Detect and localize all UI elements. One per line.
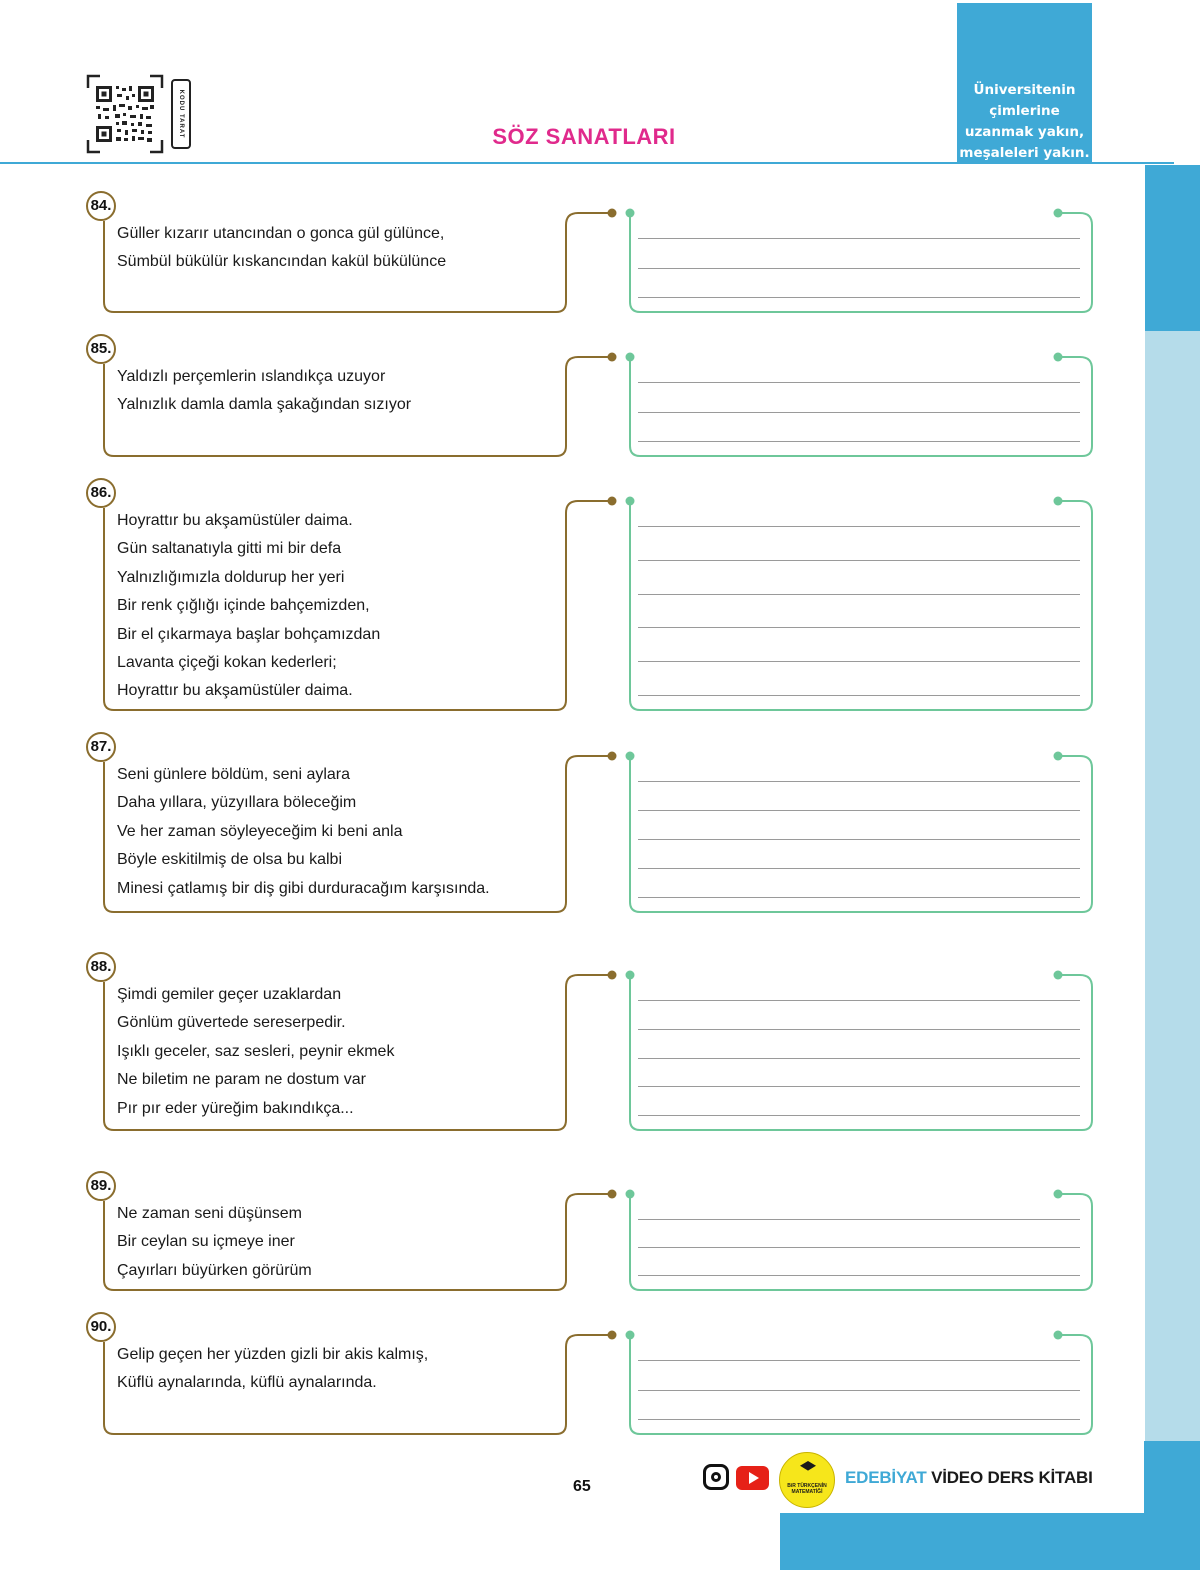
poem-line: Yalnızlık damla damla şakağından sızıyor bbox=[117, 396, 412, 414]
poem-line: Gün saltanatıyla gitti mi bir defa bbox=[117, 540, 342, 558]
answer-dot bbox=[1054, 209, 1063, 218]
poem-line: Küflü aynalarında, küflü aynalarında. bbox=[117, 1374, 377, 1392]
bracket-dot bbox=[608, 752, 617, 761]
answer-dot bbox=[1054, 971, 1063, 980]
question-number: 90. bbox=[86, 1312, 116, 1342]
instagram-icon[interactable] bbox=[703, 1464, 729, 1490]
poem-line: Ve her zaman söyleyeceğim ki beni anla bbox=[117, 822, 403, 840]
poem-line: Seni günlere böldüm, seni aylara bbox=[117, 766, 351, 783]
poem-line: Gönlüm güvertede sereserpedir. bbox=[117, 1014, 346, 1032]
poem-line: Bir renk çığlığı içinde bahçemizden, bbox=[117, 597, 370, 615]
poem-87 bbox=[117, 761, 490, 903]
slogan-line: uzanmak yakın, bbox=[964, 124, 1085, 140]
poem-line: Işıklı geceler, saz sesleri, peynir ekmek bbox=[117, 1042, 395, 1060]
answer-dot bbox=[626, 752, 635, 761]
brand-rest: VİDEO DERS KİTABI bbox=[926, 1468, 1093, 1487]
poem-line: Bir el çıkarmaya başlar bohçamızdan bbox=[117, 625, 381, 643]
bracket-dot bbox=[608, 497, 617, 506]
slogan-line: çimlerine bbox=[989, 103, 1060, 119]
poem-85 bbox=[117, 363, 411, 420]
question-number: 87. bbox=[86, 732, 116, 762]
answer-dot bbox=[626, 971, 635, 980]
poem-84 bbox=[117, 220, 446, 277]
answer-box[interactable] bbox=[630, 501, 1092, 710]
poem-line: Hoyrattır bu akşamüstüler daima. bbox=[117, 512, 353, 529]
answer-dot bbox=[626, 1190, 635, 1199]
answer-dot bbox=[626, 209, 635, 218]
poem-line: Lavanta çiçeği kokan kederleri; bbox=[117, 654, 337, 672]
answer-dot bbox=[1054, 752, 1063, 761]
answer-dot bbox=[1054, 1331, 1063, 1340]
poem-line: Güller kızarır utancından o gonca gül gülünce, bbox=[117, 225, 445, 242]
question-number: 85. bbox=[86, 334, 116, 364]
book-brand bbox=[845, 1468, 1093, 1488]
youtube-icon[interactable] bbox=[736, 1466, 769, 1490]
poem-line: Hoyrattır bu akşamüstüler daima. bbox=[117, 682, 353, 700]
brand-accent: EDEBİYAT bbox=[845, 1468, 927, 1487]
bracket-dot bbox=[608, 1331, 617, 1340]
poem-90 bbox=[117, 1341, 428, 1398]
poem-line: Yaldızlı perçemlerin ıslandıkça uzuyor bbox=[117, 368, 386, 385]
answer-dot bbox=[1054, 497, 1063, 506]
poem-88 bbox=[117, 981, 394, 1123]
poem-86 bbox=[117, 507, 380, 706]
answer-dot bbox=[1054, 353, 1063, 362]
question-number: 88. bbox=[86, 952, 116, 982]
poem-line: Böyle eskitilmiş de olsa bu kalbi bbox=[117, 851, 342, 869]
publisher-logo bbox=[779, 1452, 835, 1508]
poem-line: Yalnızlığımızla doldurup her yeri bbox=[117, 568, 345, 586]
page-title: SÖZ SANATLARI bbox=[492, 124, 676, 149]
page-number: 65 bbox=[573, 1478, 591, 1495]
answer-dot bbox=[626, 353, 635, 362]
poem-line: Sümbül bükülür kıskancından kakül bükülünce bbox=[117, 253, 447, 271]
slogan-line: Üniversitenin bbox=[973, 82, 1076, 98]
poem-line: Ne zaman seni düşünsem bbox=[117, 1205, 302, 1222]
poem-line: Pır pır eder yüreğim bakındıkça... bbox=[117, 1099, 354, 1117]
poem-line: Ne biletim ne param ne dostum var bbox=[117, 1071, 366, 1089]
answer-dot bbox=[1054, 1190, 1063, 1199]
question-number: 84. bbox=[86, 191, 116, 221]
poem-line: Şimdi gemiler geçer uzaklardan bbox=[117, 986, 342, 1003]
bracket-dot bbox=[608, 971, 617, 980]
poem-line: Gelip geçen her yüzden gizli bir akis kalmış, bbox=[117, 1346, 429, 1363]
question-number: 89. bbox=[86, 1171, 116, 1201]
poem-89 bbox=[117, 1200, 312, 1285]
logo-text: BiR TÜRKÇENİN MATEMATİĞİ bbox=[787, 1483, 827, 1495]
answer-box[interactable] bbox=[630, 975, 1092, 1130]
answer-dot bbox=[626, 1331, 635, 1340]
poem-line: Minesi çatlamış bir diş gibi durduracağım karşısında. bbox=[117, 879, 490, 897]
poem-line: Çayırları büyürken görürüm bbox=[117, 1261, 312, 1279]
answer-dot bbox=[626, 497, 635, 506]
poem-line: Bir ceylan su içmeye iner bbox=[117, 1233, 295, 1251]
answer-box[interactable] bbox=[630, 756, 1092, 912]
bracket-dot bbox=[608, 353, 617, 362]
bracket-dot bbox=[608, 1190, 617, 1199]
slogan-line: meşaleleri yakın. bbox=[959, 145, 1090, 161]
scan-code-label: KODU TARAT bbox=[178, 89, 184, 139]
bracket-dot bbox=[608, 209, 617, 218]
question-number: 86. bbox=[86, 478, 116, 508]
graduation-cap-icon bbox=[800, 1461, 816, 1473]
poem-line: Daha yıllara, yüzyıllara böleceğim bbox=[117, 794, 357, 812]
